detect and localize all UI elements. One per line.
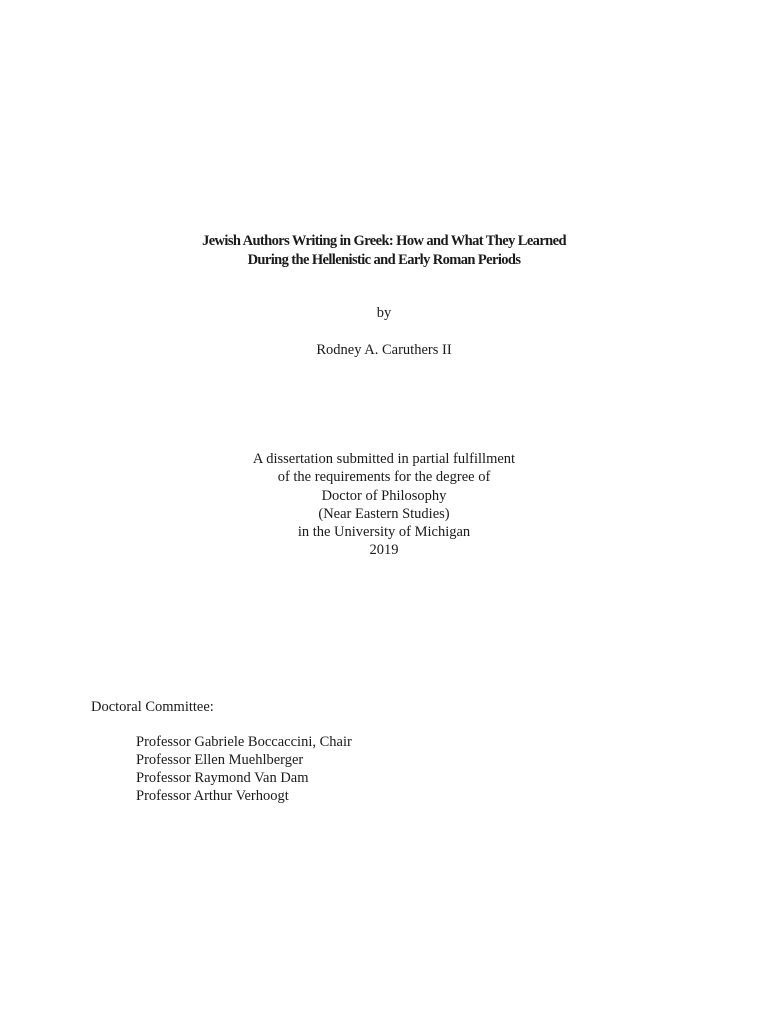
committee-member: Professor Ellen Muehlberger — [136, 752, 304, 768]
author-name: Rodney A. Caruthers II — [316, 342, 452, 358]
committee-member: Professor Arthur Verhoogt — [136, 788, 289, 804]
degree-statement — [0, 450, 768, 560]
statement-year: 2019 — [369, 542, 399, 559]
statement-line: in the University of Michigan — [297, 524, 471, 541]
statement-line: of the requirements for the degree of — [277, 469, 491, 486]
statement-line: A dissertation submitted in partial fulfillment — [252, 451, 516, 467]
committee-member: Professor Gabriele Boccaccini, Chair — [136, 734, 352, 750]
committee-list — [136, 733, 352, 805]
title-line-2: During the Hellenistic and Early Roman Periods — [247, 252, 521, 268]
statement-line: (Near Eastern Studies) — [318, 505, 450, 522]
dissertation-title — [0, 232, 768, 270]
committee-heading: Doctoral Committee: — [91, 699, 214, 715]
title-line-1: Jewish Authors Writing in Greek: How and What They Learned — [202, 233, 566, 249]
committee-member: Professor Raymond Van Dam — [136, 770, 309, 786]
statement-line: Doctor of Philosophy — [321, 487, 447, 504]
by-label: by — [376, 305, 392, 321]
